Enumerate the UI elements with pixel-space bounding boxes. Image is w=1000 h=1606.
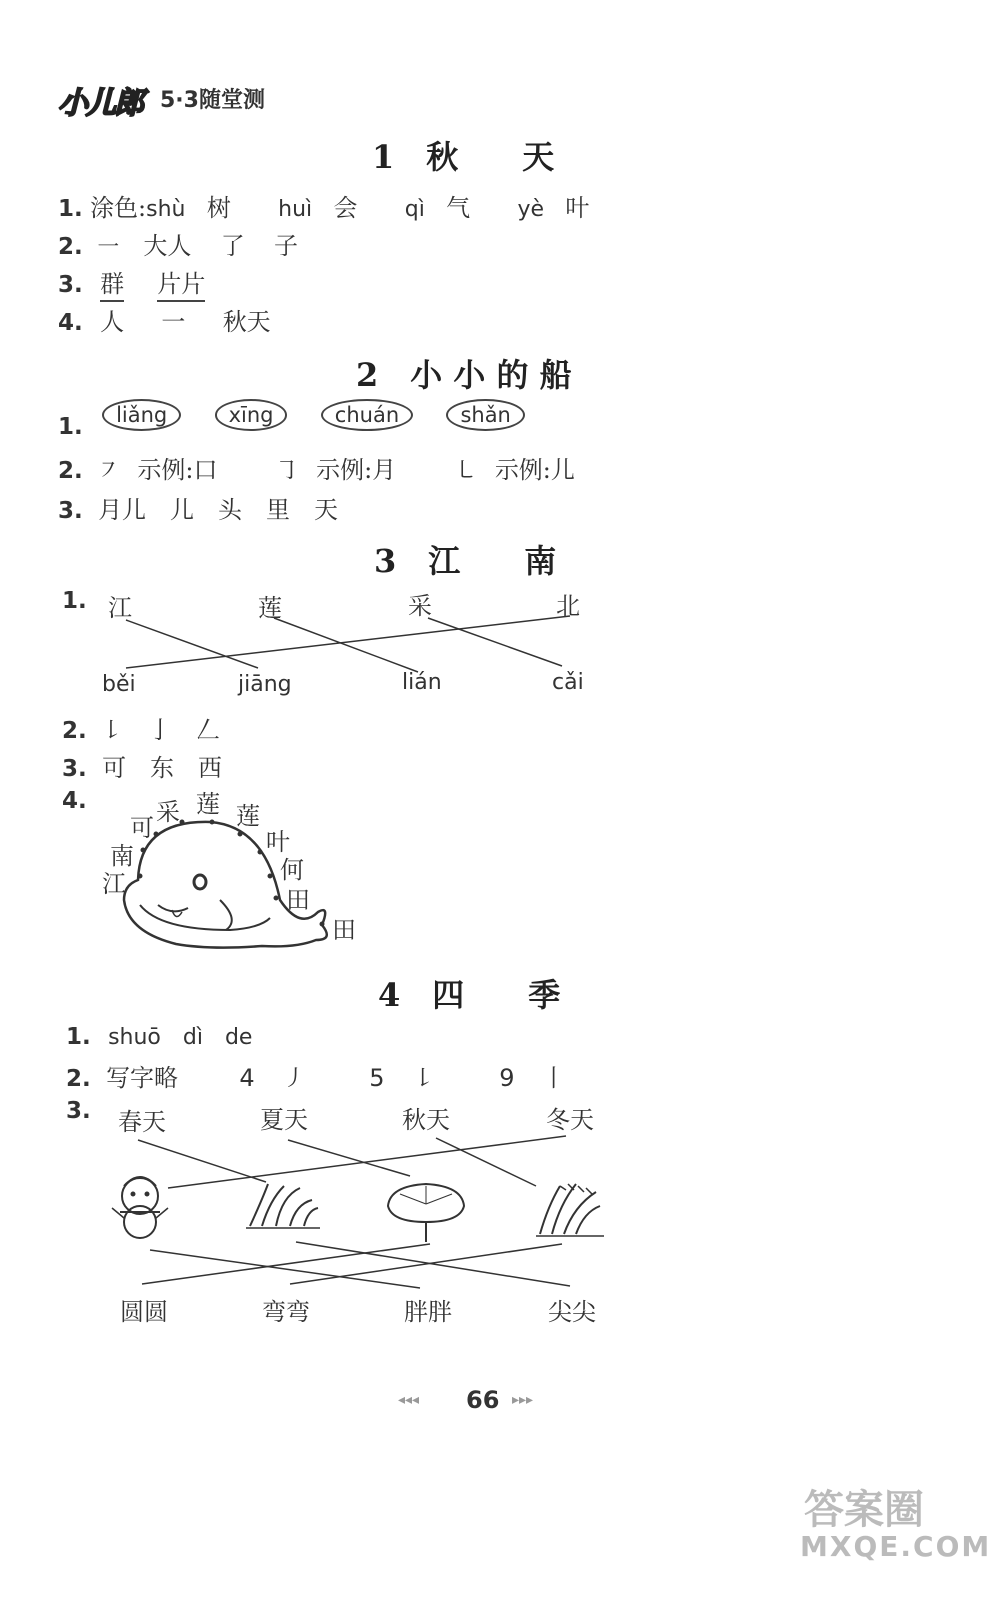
q-number: 3. [62,756,87,782]
whale-char: 可 [130,814,154,842]
answer: 可 东 西 [102,754,223,782]
pinyin-oval: liǎng [102,399,181,431]
q-number: 3. [58,498,83,524]
hanzi: 叶 [565,194,590,222]
pinyin: yè [517,197,545,222]
watermark-url: MXQE.COM [800,1530,992,1563]
season-label: 冬天 [546,1106,594,1134]
season-label: 秋天 [402,1106,450,1134]
q-number: 1. [66,1024,91,1050]
match-bottom-pinyin: cǎi [552,670,584,695]
q-number: 3. [58,272,83,298]
brand-logo: 小儿郎 [58,86,142,121]
whale-char: 南 [110,842,134,870]
section-4-title: 4 四 季 [378,976,561,1014]
stroke: 丨 [541,1064,566,1092]
shape-label: 尖尖 [548,1298,596,1326]
shape-label: 圆圆 [120,1298,168,1326]
hanzi: 会 [333,194,358,222]
answer: 子 [274,232,298,260]
stroke: ㇆ [274,456,299,484]
stroke: ㇄ [453,456,478,484]
answer: 大人 [143,232,192,260]
answer: 写字略 [106,1064,179,1092]
underlined-answer: 群 [100,270,124,302]
answer: 秋天 [222,308,271,336]
underlined-answer: 片片 [157,270,205,302]
match-top-char: 北 [556,592,580,620]
stroke-answers: ㇙ 亅 𠃋 [100,716,221,744]
season-label: 夏天 [260,1106,308,1134]
example: 示例:口 [137,456,218,484]
example: 示例:月 [316,456,397,484]
stroke: ㇐ [96,232,121,260]
lotus-leaf-icon [388,1184,464,1242]
q-number: 2. [62,718,87,744]
stroke: ㇇ [96,456,121,484]
shape-label: 弯弯 [262,1298,310,1326]
q-number: 2. [66,1066,91,1092]
pinyin: huì [278,197,313,222]
q-number: 4. [62,788,87,814]
pinyin-oval: xīng [215,399,288,431]
hanzi: 树 [206,194,231,222]
q-number: 1. [62,588,87,614]
match-bottom-pinyin: běi [102,672,136,697]
shape-label: 胖胖 [404,1298,452,1326]
page-number: 66 [466,1386,500,1414]
match-bottom-pinyin: lián [402,670,442,695]
pinyin-answer: shuō dì de [108,1025,253,1050]
q-number: 2. [58,458,83,484]
q-number: 3. [66,1098,91,1124]
whale-char: 江 [102,870,126,898]
q-number: 1. [58,196,83,222]
stroke: ㇙ [411,1064,436,1092]
hanzi: 气 [446,194,471,222]
section-1-title: 1 秋 天 [372,138,555,176]
whale-char: 采 [156,798,180,826]
answer: 了 [220,232,245,260]
pinyin-oval: shǎn [446,399,524,431]
grass-icon [246,1184,320,1228]
whale-char: 莲 [196,790,220,818]
match-top-char: 采 [408,592,432,620]
stroke-count: 4 [239,1064,255,1092]
whale-char: 叶 [266,828,290,856]
stroke-count: 5 [369,1064,385,1092]
watermark-logo: 答案圈 [804,1486,924,1533]
whale-char: 莲 [236,802,260,830]
match-top-char: 莲 [258,594,282,622]
rice-plant-icon [536,1184,604,1236]
whale-char: 田 [286,886,310,914]
pinyin: qì [404,197,425,222]
whale-char: 田 [332,916,356,944]
series-title: 5·3随堂测 [160,88,265,113]
answer: 一 [161,308,186,336]
q-number: 1. [58,414,83,440]
pinyin: shù [146,197,186,222]
example: 示例:儿 [494,456,575,484]
snowman-icon [112,1177,168,1238]
left-arrows-decor: ◂◂◂ [398,1392,420,1408]
q-number: 4. [58,310,83,336]
section-2-title: 2 小 小 的 船 [356,356,572,394]
whale-char: 何 [280,856,304,884]
section-3-title: 3 江 南 [374,542,557,580]
pinyin-oval: chuán [321,399,413,431]
answer: 人 [100,308,125,336]
q-label: 涂色: [90,194,147,222]
q-number: 2. [58,234,83,260]
season-label: 春天 [118,1108,166,1136]
answer: 月儿 儿 头 里 天 [98,496,339,524]
right-arrows-decor: ▸▸▸ [512,1392,534,1408]
stroke: ㇓ [281,1064,306,1092]
match-bottom-pinyin: jiāng [238,672,292,697]
stroke-count: 9 [499,1064,515,1092]
match-top-char: 江 [108,594,132,622]
